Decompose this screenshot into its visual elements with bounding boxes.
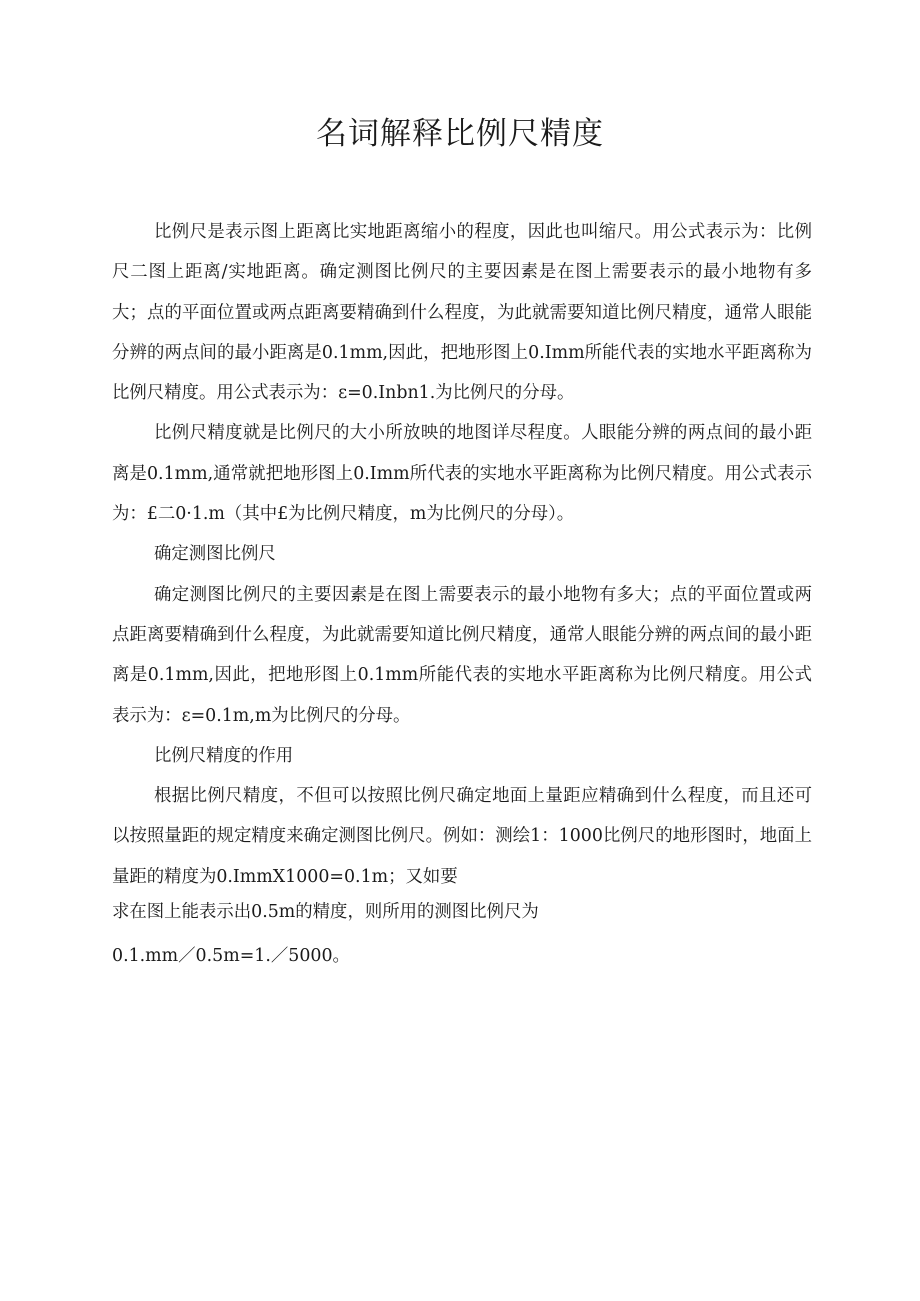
formula-line: 0.1.mm／0.5m=1.／5000。	[112, 946, 350, 967]
paragraph-continuation-line: 求在图上能表示出0.5m的精度，则所用的测图比例尺为	[112, 902, 539, 923]
section-heading-precision-usage: 比例尺精度的作用	[154, 745, 294, 766]
document-body	[112, 212, 812, 971]
paragraph-scale-definition: 比例尺是表示图上距离比实地距离缩小的程度，因此也叫缩尺。用公式表示为：比例尺二图上距离/实地距离。确定测图比例尺的主要因素是在图上需要表示的最小地物有多大；点的平面位置或两点距离要精确到什么程度，为此就需要知道比例尺精度，通常人眼能分辨的两点间的最小距离是0.1mm,因此，把地形图上0.Imm所能代表的实地水平距离称为比例尺精度。用公式表示为：ε=0.Inbn1.为比例尺的分母。	[112, 222, 812, 404]
paragraph-scale-precision: 比例尺精度就是比例尺的大小所放映的地图详尽程度。人眼能分辨的两点间的最小距离是0.1mm,通常就把地形图上0.Imm所代表的实地水平距离称为比例尺精度。用公式表示为：£二0·1.m（其中£为比例尺精度，m为比例尺的分母）。	[112, 423, 812, 525]
paragraph-precision-usage: 根据比例尺精度，不但可以按照比例尺确定地面上量距应精确到什么程度，而且还可以按照量距的规定精度来确定测图比例尺。例如：测绘1：1000比例尺的地形图时，地面上量距的精度为0.ImmX1000=0.1m；又如要	[112, 786, 812, 887]
section-heading-determine-scale: 确定测图比例尺	[154, 544, 276, 565]
document-title: 名词解释比例尺精度	[316, 116, 604, 152]
paragraph-determine-scale: 确定测图比例尺的主要因素是在图上需要表示的最小地物有多大；点的平面位置或两点距离要精确到什么程度，为此就需要知道比例尺精度，通常人眼能分辨的两点间的最小距离是0.1mm,因此，把地形图上0.1mm所能代表的实地水平距离称为比例尺精度。用公式表示为：ε=0.1m,m为比例尺的分母。	[112, 584, 812, 726]
